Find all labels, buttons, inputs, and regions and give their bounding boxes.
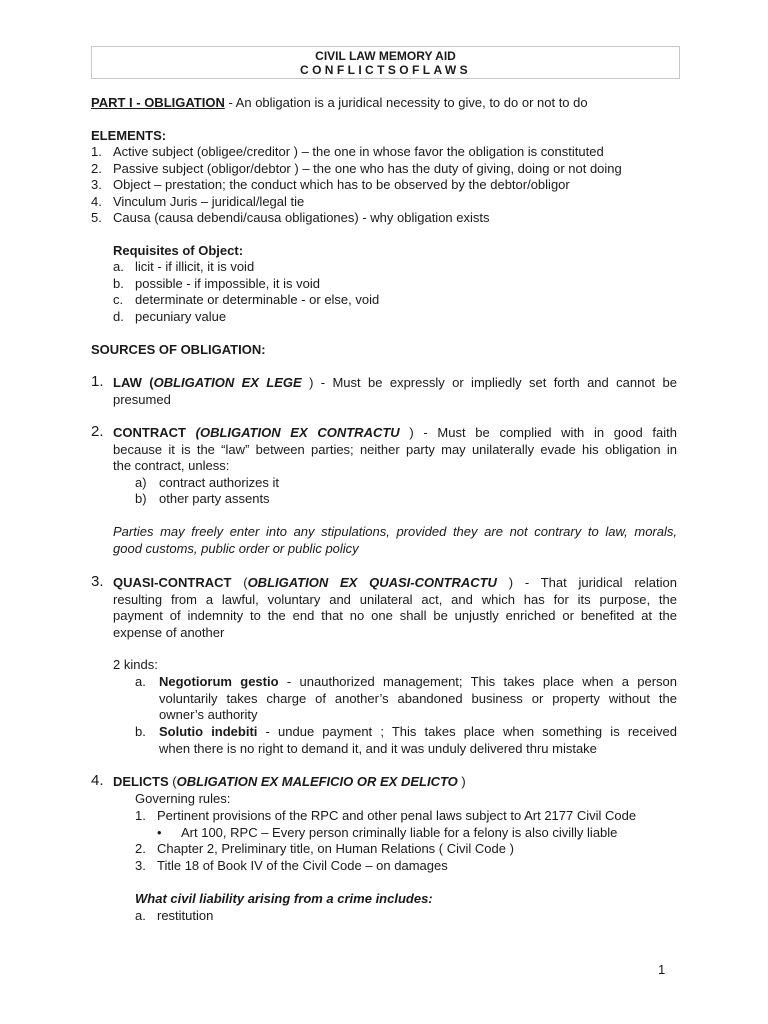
governing-rules-list [135,808,695,874]
kinds-label: 2 kinds: [113,657,158,672]
part1-heading: PART I - OBLIGATION [91,95,225,110]
list-item: a) contract authorizes it [135,474,279,490]
header-title: CIVIL LAW MEMORY AID [315,49,456,63]
source-number: 4. [91,772,104,789]
bullet-icon: • [157,824,162,840]
kind-item: a. Negotiorum gestio - unauthorized management; This takes place when a person voluntarily takes charge of another’s abandoned business or property without the owner’s authority [135,674,678,723]
list-item: a. restitution [135,908,214,923]
part1-line [91,95,691,112]
list-item: 2. Passive subject (obligor/debtor ) – the one who has the duty of giving, doing or not doing [91,160,622,176]
part1-definition: - An obligation is a juridical necessity to give, to do or not to do [224,95,588,110]
elements-heading: ELEMENTS: [91,128,167,143]
liability-heading: What civil liability arising from a crime includes: [135,891,433,906]
sources-heading: SOURCES OF OBLIGATION: [91,342,266,357]
list-item: 1. Active subject (obligee/creditor ) – the one in whose favor the obligation is constituted [91,144,604,159]
source-quasi-contract: QUASI-CONTRACT (OBLIGATION EX QUASI-CONTRACTU ) - That juridical relation resulting from a lawful, voluntary and unilateral act, and which has for its purpose, the payment of indemnity to the end that no one shall be unjustly enriched or benefited at the expense of another [113,575,677,640]
list-item: 2. Chapter 2, Preliminary title, on Human Relations ( Civil Code ) [135,841,514,857]
list-item: 3. Title 18 of Book IV of the Civil Code – on damages [135,857,448,873]
list-item: 5. Causa (causa debendi/causa obligationes) - why obligation exists [91,210,490,226]
liability-list [135,908,535,925]
governing-rules-label: Governing rules: [135,791,231,806]
source-law: LAW (OBLIGATION EX LEGE ) - Must be expressly or impliedly set forth and cannot be presumed [113,375,677,407]
requisites-list [113,259,613,325]
document-header [91,46,680,79]
list-item: c. determinate or determinable - or else, void [113,292,380,308]
header-subtitle: CONFLICTSOFLAWS [300,63,471,77]
list-item: 1. Pertinent provisions of the RPC and other penal laws subject to Art 2177 Civil Code [135,808,637,823]
list-item: b. possible - if impossible, it is void [113,275,320,291]
list-item: 3. Object – prestation; the conduct which has to be observed by the debtor/obligor [91,177,570,193]
contract-note: Parties may freely enter into any stipulations, provided they are not contrary to law, morals, good customs, public order or public policy [113,524,677,556]
source-number: 2. [91,423,104,440]
list-item: d. pecuniary value [113,308,227,324]
requisites-heading: Requisites of Object: [113,243,244,258]
page-number: 1 [658,962,666,977]
list-item: • Art 100, RPC – Every person criminally liable for a felony is also civilly liable [157,824,618,840]
source-delicts: DELICTS (OBLIGATION EX MALEFICIO OR EX DELICTO ) [113,774,466,789]
list-item: a. licit - if illicit, it is void [113,259,255,274]
elements-list [91,144,711,227]
source-contract: CONTRACT (OBLIGATION EX CONTRACTU ) - Must be complied with in good faith because it is the “law” between parties; neither party may unilaterally evade his obligation in the contract, unless: a) contract authorizes it b) other party assents [113,425,677,507]
source-number: 1. [91,373,104,390]
list-item: b) other party assents [135,491,270,507]
list-item: 4. Vinculum Juris – juridical/legal tie [91,193,305,209]
source-number: 3. [91,573,104,590]
kind-item: b. Solutio indebiti - undue payment ; This takes place when something is received when there is no right to demand it, and it was unduly delivered thru mistake [135,724,677,756]
